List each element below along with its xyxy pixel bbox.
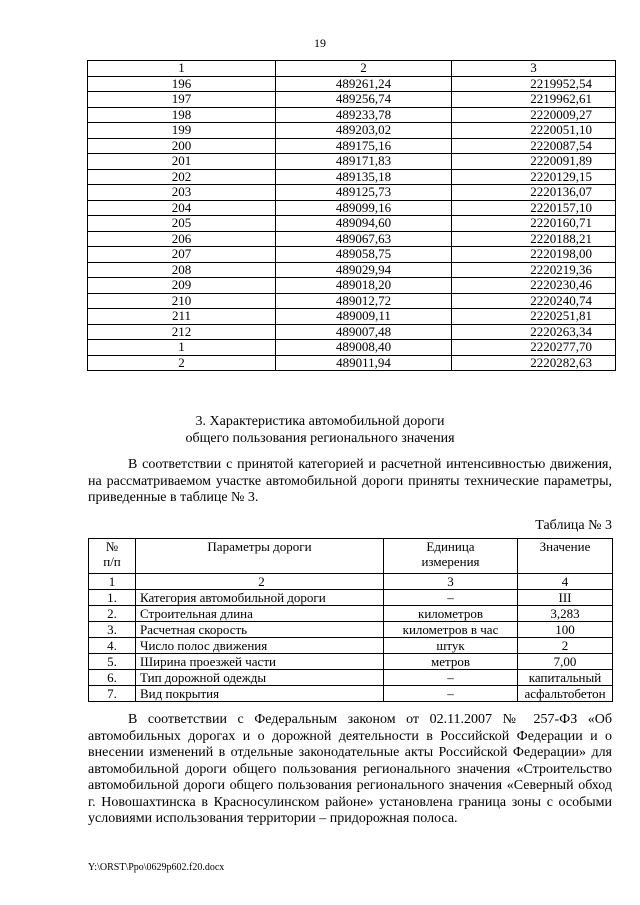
param-unit-cell: штук <box>384 638 518 654</box>
param-number-cell: 2. <box>89 606 136 622</box>
point-number-cell: 2 <box>88 355 276 371</box>
point-number-cell: 197 <box>88 92 276 108</box>
table-row <box>88 247 616 263</box>
table-row <box>88 231 616 247</box>
param-number-cell: 5. <box>89 654 136 670</box>
param-name-cell: Категория автомобильной дороги <box>136 590 384 606</box>
table-row <box>89 590 613 606</box>
x-coordinate-cell: 489029,94 <box>276 262 452 278</box>
paragraph-intro-text: В соответствии с принятой категорией и расчетной интенсивностью движения, на рассматриваемом участке автомобильной дороги приняты технические параметры, приведенные в таблице № 3. <box>88 457 612 505</box>
coord-header-col2: 2 <box>276 61 452 77</box>
point-number-cell: 201 <box>88 154 276 170</box>
table-caption: Таблица № 3 <box>535 518 612 533</box>
point-number-cell: 202 <box>88 169 276 185</box>
point-number-cell: 200 <box>88 138 276 154</box>
point-number-cell: 208 <box>88 262 276 278</box>
point-number-cell: 199 <box>88 123 276 139</box>
point-number-cell: 207 <box>88 247 276 263</box>
param-value-cell: 100 <box>518 622 613 638</box>
x-coordinate-cell: 489008,40 <box>276 340 452 356</box>
road-parameters-table <box>88 538 613 702</box>
table-row <box>88 92 616 108</box>
y-coordinate-cell: 2220251,81 <box>452 309 616 325</box>
table-row <box>88 324 616 340</box>
footer-file-path: Y:\ORST\Ppo\0629p602.f20.docx <box>88 862 225 873</box>
params-header-num-line2: п/п <box>103 554 121 569</box>
param-number-cell: 4. <box>89 638 136 654</box>
y-coordinate-cell: 2220188,21 <box>452 231 616 247</box>
params-header-num <box>89 539 136 574</box>
section-title-line1: 3. Характеристика автомобильной дороги <box>195 414 445 429</box>
x-coordinate-cell: 489261,24 <box>276 76 452 92</box>
param-number-cell: 6. <box>89 670 136 686</box>
param-name-cell: Вид покрытия <box>136 686 384 702</box>
table-row <box>88 154 616 170</box>
x-coordinate-cell: 489256,74 <box>276 92 452 108</box>
param-unit-cell: – <box>384 590 518 606</box>
x-coordinate-cell: 489203,02 <box>276 123 452 139</box>
params-header-unit-line1: Единица <box>426 539 475 554</box>
y-coordinate-cell: 2219962,61 <box>452 92 616 108</box>
point-number-cell: 210 <box>88 293 276 309</box>
point-number-cell: 212 <box>88 324 276 340</box>
table-row <box>88 355 616 371</box>
y-coordinate-cell: 2220129,15 <box>452 169 616 185</box>
point-number-cell: 198 <box>88 107 276 123</box>
x-coordinate-cell: 489067,63 <box>276 231 452 247</box>
y-coordinate-cell: 2220160,71 <box>452 216 616 232</box>
x-coordinate-cell: 489099,16 <box>276 200 452 216</box>
y-coordinate-cell: 2220277,70 <box>452 340 616 356</box>
params-numbering-1: 1 <box>89 574 136 590</box>
params-header-unit <box>384 539 518 574</box>
param-unit-cell: – <box>384 686 518 702</box>
y-coordinate-cell: 2220051,10 <box>452 123 616 139</box>
x-coordinate-cell: 489009,11 <box>276 309 452 325</box>
params-header-unit-line2: измерения <box>421 554 480 569</box>
point-number-cell: 1 <box>88 340 276 356</box>
x-coordinate-cell: 489011,94 <box>276 355 452 371</box>
x-coordinate-cell: 489125,73 <box>276 185 452 201</box>
table-row <box>88 278 616 294</box>
params-header-param: Параметры дороги <box>136 539 384 574</box>
y-coordinate-cell: 2219952,54 <box>452 76 616 92</box>
y-coordinate-cell: 2220263,34 <box>452 324 616 340</box>
table-row <box>89 686 613 702</box>
param-value-cell: капитальный <box>518 670 613 686</box>
x-coordinate-cell: 489007,48 <box>276 324 452 340</box>
x-coordinate-cell: 489171,83 <box>276 154 452 170</box>
x-coordinate-cell: 489058,75 <box>276 247 452 263</box>
x-coordinate-cell: 489012,72 <box>276 293 452 309</box>
coordinates-table <box>87 60 616 371</box>
params-numbering-3: 3 <box>384 574 518 590</box>
point-number-cell: 196 <box>88 76 276 92</box>
table-row <box>88 169 616 185</box>
table-row <box>88 216 616 232</box>
section-title-line2: общего пользования регионального значения <box>185 431 455 446</box>
table-row <box>88 107 616 123</box>
point-number-cell: 206 <box>88 231 276 247</box>
coordinates-table-header <box>88 61 616 77</box>
param-number-cell: 3. <box>89 622 136 638</box>
params-table-header <box>89 539 613 574</box>
table-row <box>88 309 616 325</box>
point-number-cell: 204 <box>88 200 276 216</box>
y-coordinate-cell: 2220091,89 <box>452 154 616 170</box>
param-unit-cell: километров <box>384 606 518 622</box>
params-numbering-4: 4 <box>518 574 613 590</box>
table-row <box>89 638 613 654</box>
x-coordinate-cell: 489018,20 <box>276 278 452 294</box>
param-name-cell: Число полос движения <box>136 638 384 654</box>
x-coordinate-cell: 489094,60 <box>276 216 452 232</box>
section-title <box>0 413 640 447</box>
table-row <box>88 293 616 309</box>
y-coordinate-cell: 2220240,74 <box>452 293 616 309</box>
table-row <box>88 76 616 92</box>
y-coordinate-cell: 2220198,00 <box>452 247 616 263</box>
param-name-cell: Строительная длина <box>136 606 384 622</box>
y-coordinate-cell: 2220157,10 <box>452 200 616 216</box>
point-number-cell: 211 <box>88 309 276 325</box>
x-coordinate-cell: 489175,16 <box>276 138 452 154</box>
param-unit-cell: километров в час <box>384 622 518 638</box>
params-header-num-line1: № <box>105 539 119 554</box>
table-row <box>88 185 616 201</box>
table-row <box>88 123 616 139</box>
table-row <box>89 622 613 638</box>
coord-header-col1: 1 <box>88 61 276 77</box>
table-row <box>88 200 616 216</box>
paragraph-intro <box>88 457 612 507</box>
table-row <box>89 654 613 670</box>
y-coordinate-cell: 2220009,27 <box>452 107 616 123</box>
param-value-cell: асфальтобетон <box>518 686 613 702</box>
param-unit-cell: – <box>384 670 518 686</box>
table-row <box>88 262 616 278</box>
point-number-cell: 209 <box>88 278 276 294</box>
y-coordinate-cell: 2220282,63 <box>452 355 616 371</box>
x-coordinate-cell: 489135,18 <box>276 169 452 185</box>
y-coordinate-cell: 2220136,07 <box>452 185 616 201</box>
paragraph-law <box>88 712 612 828</box>
point-number-cell: 205 <box>88 216 276 232</box>
page-number: 19 <box>314 36 326 50</box>
param-number-cell: 1. <box>89 590 136 606</box>
point-number-cell: 203 <box>88 185 276 201</box>
param-unit-cell: метров <box>384 654 518 670</box>
param-value-cell: III <box>518 590 613 606</box>
param-name-cell: Ширина проезжей части <box>136 654 384 670</box>
params-numbering-row <box>89 574 613 590</box>
params-numbering-2: 2 <box>136 574 384 590</box>
coord-header-col3: 3 <box>452 61 616 77</box>
param-value-cell: 7,00 <box>518 654 613 670</box>
table-row <box>89 606 613 622</box>
paragraph-law-text: В соответствии с Федеральным законом от 02.11.2007 № 257-ФЗ «Об автомобильных дорогах и о дорожной деятельности в Российской Федерации и о внесении изменений в отдельные законодательные акты Российской Федерации» для автомобильной дороги общего пользования регионального значения «Строительство автомобильной дороги общего пользования регионального значения «Северный обход г. Новошахтинска в Красносулинском районе» установлена граница зоны с особыми условиями использования территории – придорожная полоса. <box>88 712 612 826</box>
y-coordinate-cell: 2220087,54 <box>452 138 616 154</box>
param-value-cell: 3,283 <box>518 606 613 622</box>
table-row <box>88 340 616 356</box>
param-value-cell: 2 <box>518 638 613 654</box>
table-row <box>89 670 613 686</box>
y-coordinate-cell: 2220230,46 <box>452 278 616 294</box>
x-coordinate-cell: 489233,78 <box>276 107 452 123</box>
y-coordinate-cell: 2220219,36 <box>452 262 616 278</box>
params-header-value: Значение <box>518 539 613 574</box>
param-name-cell: Тип дорожной одежды <box>136 670 384 686</box>
table-row <box>88 138 616 154</box>
param-number-cell: 7. <box>89 686 136 702</box>
param-name-cell: Расчетная скорость <box>136 622 384 638</box>
